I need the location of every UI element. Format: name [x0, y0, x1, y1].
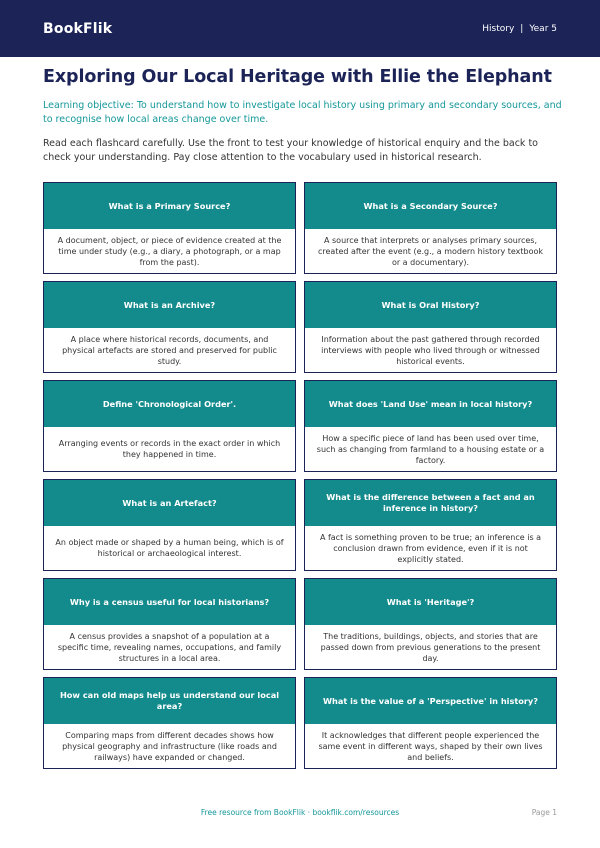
flashcard-question: What does 'Land Use' mean in local history?	[328, 398, 533, 409]
flashcard	[43, 479, 296, 571]
flashcard-front	[44, 381, 295, 427]
flashcard-question: What is 'Heritage'?	[386, 596, 475, 607]
flashcard	[304, 380, 557, 472]
flashcard-grid	[43, 182, 557, 769]
flashcard-back	[44, 526, 295, 570]
flashcard-back	[305, 724, 556, 768]
flashcard-question: How can old maps help us understand our local area?	[59, 690, 280, 711]
flashcard-front	[305, 678, 556, 724]
page-number: Page 1	[531, 808, 557, 817]
flashcard-back	[305, 625, 556, 669]
flashcard	[304, 281, 557, 373]
flashcard-answer: A place where historical records, documents, and physical artefacts are stored and preserved for public study.	[62, 334, 277, 366]
flashcard-answer: The traditions, buildings, objects, and stories that are passed down from previous generations to the present day.	[320, 631, 541, 663]
flashcard-back	[44, 724, 295, 768]
footer-text: Free resource from BookFlik · bookflik.com/resources	[200, 808, 400, 817]
flashcard-question: What is a Secondary Source?	[363, 200, 498, 211]
flashcard-front	[44, 579, 295, 625]
flashcard-answer: It acknowledges that different people experienced the same event in different ways, shaped by their own lives and beliefs.	[318, 730, 543, 762]
flashcard-back	[305, 229, 556, 273]
flashcard-answer: A fact is something proven to be true; an inference is a conclusion drawn from evidence, even if it is not explicitly stated.	[319, 532, 542, 564]
flashcard-back	[305, 526, 556, 570]
flashcard-back	[44, 625, 295, 669]
flashcard	[304, 182, 557, 274]
page-header	[0, 0, 600, 57]
flashcard-front	[305, 579, 556, 625]
flashcard	[43, 677, 296, 769]
flashcard-back	[305, 427, 556, 471]
flashcard-front	[305, 381, 556, 427]
flashcard-answer: Information about the past gathered through recorded interviews with people who lived through or witnessed historical events.	[321, 334, 540, 366]
flashcard-question: What is an Archive?	[123, 299, 216, 310]
header-separator: |	[520, 23, 524, 34]
flashcard-answer: A document, object, or piece of evidence created at the time under study (e.g., a diary, a photograph, or a map from the past).	[57, 235, 282, 267]
flashcard-front	[44, 282, 295, 328]
flashcard-back	[44, 328, 295, 372]
flashcard-answer: Comparing maps from different decades shows how physical geography and infrastructure (like roads and railways) have expanded or changed.	[62, 730, 277, 762]
intro-text: Read each flashcard carefully. Use the front to test your knowledge of historical enquiry and the back to check your understanding. Pay close attention to the vocabulary used in historical research.	[43, 138, 538, 163]
year-label: Year 5	[529, 23, 557, 34]
flashcard-front	[305, 480, 556, 526]
brand-logo: BookFlik	[43, 20, 113, 37]
flashcard-question: What is an Artefact?	[122, 497, 217, 508]
flashcard-answer: An object made or shaped by a human being, which is of historical or archaeological interest.	[55, 538, 284, 558]
learning-objective: Learning objective: To understand how to investigate local history using primary and secondary sources, and to recognise how local areas change over time.	[43, 100, 562, 125]
flashcard-answer: How a specific piece of land has been used over time, such as changing from farmland to a housing estate or a factory.	[316, 433, 545, 465]
flashcard-question: What is the difference between a fact and an inference in history?	[326, 492, 535, 513]
flashcard-back	[305, 328, 556, 372]
flashcard	[43, 182, 296, 274]
flashcard	[43, 578, 296, 670]
flashcard-question: Define 'Chronological Order'.	[102, 398, 237, 409]
flashcard	[304, 578, 557, 670]
flashcard-front	[44, 678, 295, 724]
flashcard-back	[44, 427, 295, 471]
flashcard-front	[305, 183, 556, 229]
flashcard-back	[44, 229, 295, 273]
header-meta	[482, 24, 557, 34]
flashcard-answer: Arranging events or records in the exact order in which they happened in time.	[58, 439, 281, 459]
flashcard-front	[44, 480, 295, 526]
flashcard	[304, 677, 557, 769]
flashcard-question: What is Oral History?	[381, 299, 480, 310]
flashcard-question: Why is a census useful for local historians?	[69, 596, 270, 607]
flashcard-answer: A source that interprets or analyses primary sources, created after the event (e.g., a modern history textbook or a documentary).	[317, 235, 544, 267]
flashcard-front	[305, 282, 556, 328]
flashcard-front	[44, 183, 295, 229]
flashcard	[304, 479, 557, 571]
page-title: Exploring Our Local Heritage with Ellie the Elephant	[43, 67, 552, 87]
flashcard-answer: A census provides a snapshot of a population at a specific time, revealing names, occupations, and family structures in a local area.	[57, 631, 282, 663]
flashcard	[43, 281, 296, 373]
subject-label: History	[482, 23, 515, 34]
flashcard-question: What is a Primary Source?	[108, 200, 231, 211]
flashcard-question: What is the value of a 'Perspective' in history?	[322, 695, 538, 706]
flashcard	[43, 380, 296, 472]
